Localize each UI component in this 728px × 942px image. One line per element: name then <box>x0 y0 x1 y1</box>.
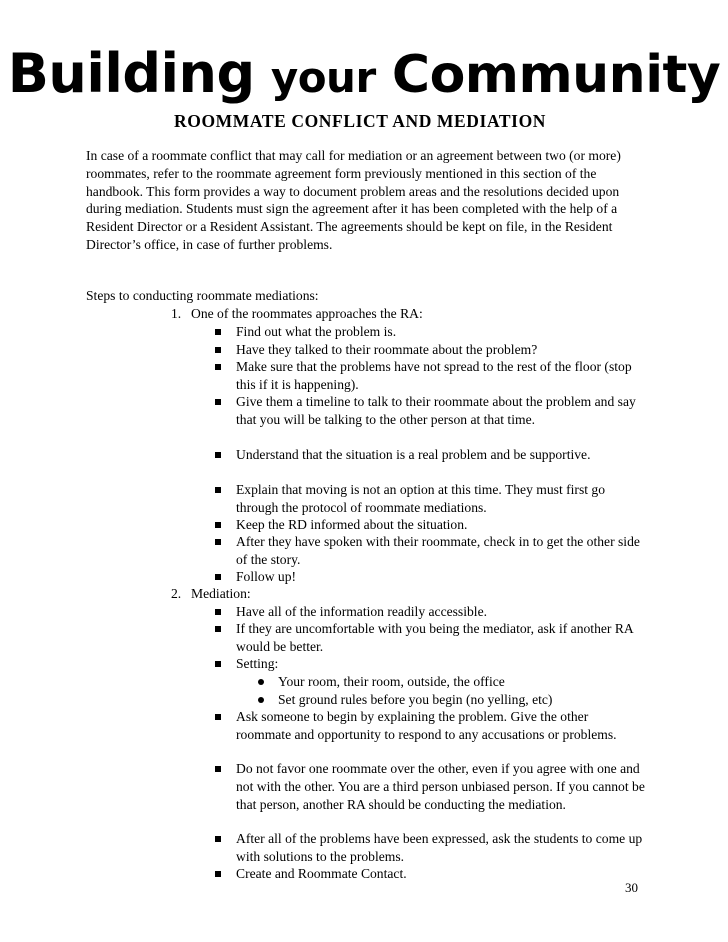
banner-word-1: Building <box>7 42 255 105</box>
bullet-square-icon <box>215 364 221 370</box>
list-item: After they have spoken with their roommate, check in to get the other side of the story. <box>236 533 646 569</box>
bullet-square-icon <box>215 399 221 405</box>
list-item: Have they talked to their roommate about the problem? <box>236 341 646 359</box>
sub-list-item: Set ground rules before you begin (no yelling, etc) <box>278 691 552 709</box>
list-item: Do not favor one roommate over the other, even if you agree with one and not with the other. You are a third person unbiased person. If you cannot be that person, another RA should be conducting the mediation. <box>236 760 646 813</box>
list-item: Understand that the situation is a real problem and be supportive. <box>236 446 646 464</box>
banner-word-3: Community <box>391 45 721 105</box>
bullet-square-icon <box>215 347 221 353</box>
list-item: Explain that moving is not an option at this time. They must first go through the protocol of roommate mediations. <box>236 481 646 517</box>
step-title: Mediation: <box>191 586 251 601</box>
bullet-square-icon <box>215 871 221 877</box>
page-number: 30 <box>625 880 638 895</box>
bullet-square-icon <box>215 574 221 580</box>
steps-title: Steps to conducting roommate mediations: <box>86 288 319 303</box>
bullet-square-icon <box>215 487 221 493</box>
banner-word-2: your <box>270 53 376 102</box>
list-item: If they are uncomfortable with you being the mediator, ask if another RA would be better. <box>236 620 646 656</box>
step-title: One of the roommates approaches the RA: <box>191 306 423 321</box>
list-item: After all of the problems have been expressed, ask the students to come up with solutions to the problems. <box>236 830 646 866</box>
list-item: Have all of the information readily accessible. <box>236 603 646 621</box>
list-item: Keep the RD informed about the situation. <box>236 516 646 534</box>
list-item: Follow up! <box>236 568 646 586</box>
banner-title <box>0 38 728 114</box>
list-item: Setting: <box>236 655 646 673</box>
section-heading: ROOMMATE CONFLICT AND MEDIATION <box>174 111 547 131</box>
bullet-square-icon <box>215 714 221 720</box>
step-number: 2. <box>171 586 182 601</box>
list-item: Give them a timeline to talk to their roommate about the problem and say that you will be talking to the other person at that time. <box>236 393 646 429</box>
bullet-square-icon <box>215 836 221 842</box>
sub-list-item: Your room, their room, outside, the office <box>278 673 505 691</box>
bullet-square-icon <box>215 626 221 632</box>
list-item: Make sure that the problems have not spread to the rest of the floor (stop this if it is happening). <box>236 358 646 394</box>
intro-paragraph: In case of a roommate conflict that may call for mediation or an agreement between two (or more) roommates, refer to the roommate agreement form previously mentioned in this section of the handbook. This form provides a way to document problem areas and the resolutions decided upon during mediation. Students must sign the agreement after it has been completed with the help of a Resident Director or a Resident Assistant. The agreements should be kept on file, in the Resident Director’s office, in case of further problems. <box>86 148 621 252</box>
step-number: 1. <box>171 306 182 321</box>
bullet-square-icon <box>215 539 221 545</box>
bullet-square-icon <box>215 452 221 458</box>
bullet-dot-icon <box>258 697 264 703</box>
bullet-square-icon <box>215 522 221 528</box>
list-item: Find out what the problem is. <box>236 323 646 341</box>
bullet-square-icon <box>215 661 221 667</box>
bullet-square-icon <box>215 329 221 335</box>
bullet-square-icon <box>215 766 221 772</box>
bullet-square-icon <box>215 609 221 615</box>
list-item: Create and Roommate Contact. <box>236 865 646 883</box>
list-item: Ask someone to begin by explaining the problem. Give the other roommate and opportunity to respond to any accusations or problems. <box>236 708 646 744</box>
bullet-dot-icon <box>258 679 264 685</box>
